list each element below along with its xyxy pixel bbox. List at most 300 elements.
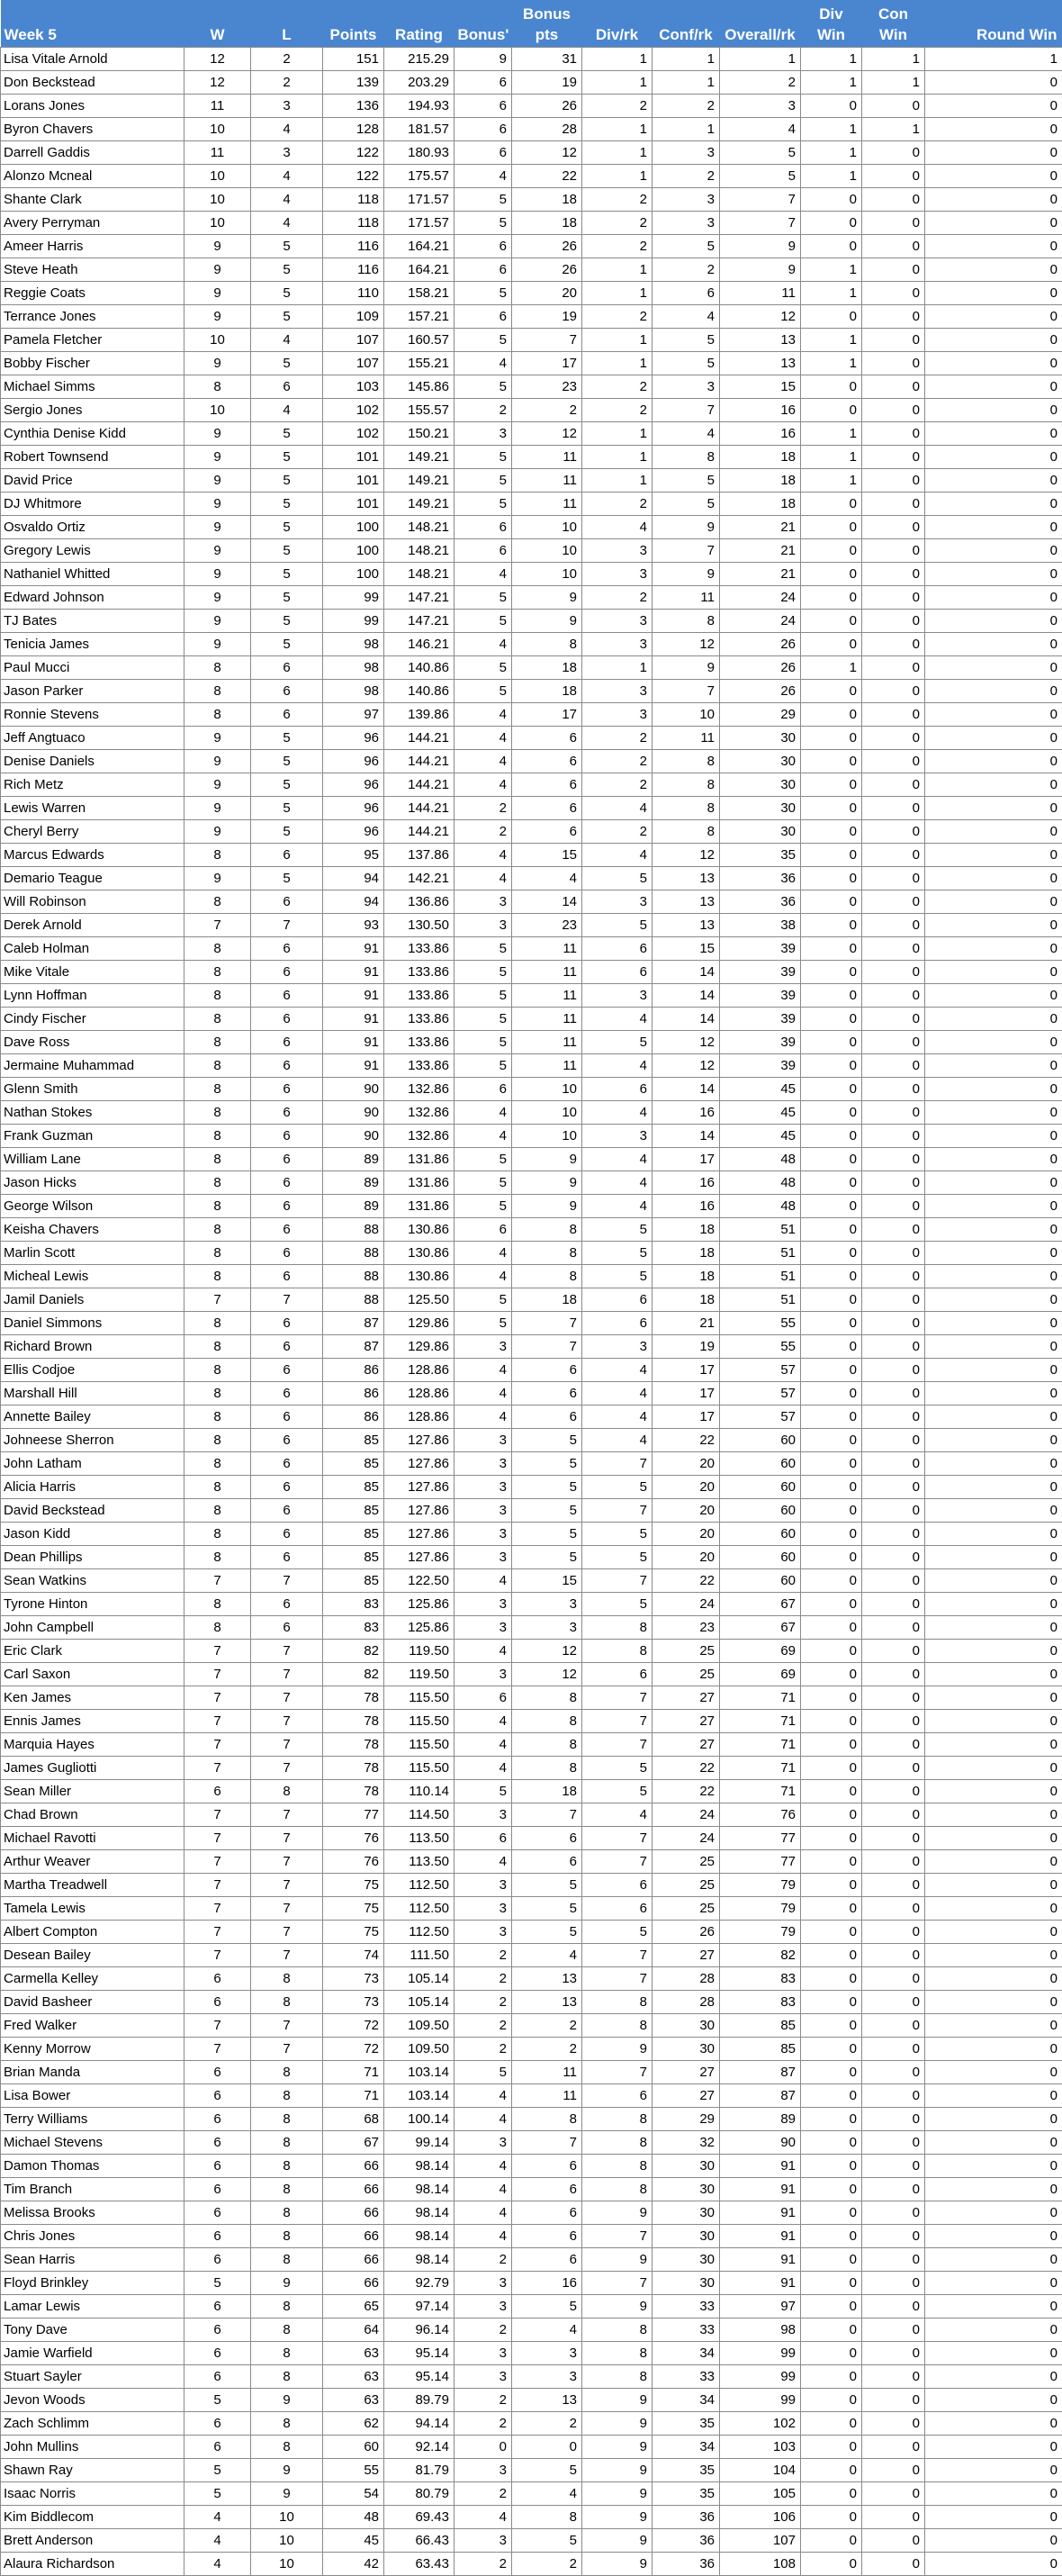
cell-overall-rank: 24 bbox=[720, 610, 801, 633]
cell-div-rank: 1 bbox=[582, 141, 652, 165]
cell-conf-rank: 16 bbox=[652, 1101, 720, 1125]
cell-losses: 6 bbox=[251, 1078, 323, 1101]
cell-div-win: 0 bbox=[801, 2342, 862, 2365]
cell-overall-rank: 82 bbox=[720, 1944, 801, 1967]
cell-bonus-pts: 5 bbox=[512, 2459, 582, 2482]
cell-rating: 133.86 bbox=[384, 937, 454, 961]
cell-rating: 127.86 bbox=[384, 1523, 454, 1546]
cell-rating: 132.86 bbox=[384, 1101, 454, 1125]
cell-player-name: Cheryl Berry bbox=[1, 820, 184, 844]
cell-round-win: 0 bbox=[925, 2131, 1062, 2155]
cell-player-name: Dean Phillips bbox=[1, 1546, 184, 1569]
cell-round-win: 0 bbox=[925, 71, 1062, 95]
table-row bbox=[1, 1452, 1062, 1476]
cell-div-rank: 5 bbox=[582, 1476, 652, 1499]
table-row bbox=[1, 1195, 1062, 1218]
table-row bbox=[1, 2108, 1062, 2131]
cell-div-rank: 2 bbox=[582, 375, 652, 399]
cell-player-name: Marquia Hayes bbox=[1, 1733, 184, 1757]
cell-player-name: Derek Arnold bbox=[1, 914, 184, 937]
cell-div-win: 0 bbox=[801, 235, 862, 258]
cell-round-win: 0 bbox=[925, 1827, 1062, 1850]
cell-conf-rank: 25 bbox=[652, 1640, 720, 1663]
header-week: Week 5 bbox=[1, 0, 184, 48]
cell-wins: 5 bbox=[184, 2272, 251, 2295]
cell-losses: 8 bbox=[251, 2225, 323, 2248]
cell-round-win: 0 bbox=[925, 961, 1062, 984]
cell-losses: 6 bbox=[251, 1546, 323, 1569]
cell-points: 68 bbox=[323, 2108, 384, 2131]
cell-rating: 97.14 bbox=[384, 2295, 454, 2318]
cell-round-win: 0 bbox=[925, 1171, 1062, 1195]
cell-div-win: 0 bbox=[801, 1008, 862, 1031]
cell-div-win: 0 bbox=[801, 703, 862, 727]
cell-bonus-pts: 4 bbox=[512, 2482, 582, 2506]
cell-wins: 8 bbox=[184, 984, 251, 1008]
cell-overall-rank: 29 bbox=[720, 703, 801, 727]
cell-wins: 9 bbox=[184, 446, 251, 469]
cell-points: 139 bbox=[323, 71, 384, 95]
cell-losses: 4 bbox=[251, 118, 323, 141]
cell-wins: 8 bbox=[184, 1171, 251, 1195]
cell-div-win: 0 bbox=[801, 2482, 862, 2506]
cell-player-name: Sean Watkins bbox=[1, 1569, 184, 1593]
cell-bonus-pts: 7 bbox=[512, 1335, 582, 1359]
cell-wins: 6 bbox=[184, 2248, 251, 2272]
cell-div-rank: 5 bbox=[582, 867, 652, 890]
cell-conf-rank: 30 bbox=[652, 2272, 720, 2295]
cell-round-win: 0 bbox=[925, 1991, 1062, 2014]
cell-bonus: 4 bbox=[454, 2084, 512, 2108]
cell-conf-rank: 9 bbox=[652, 563, 720, 586]
cell-overall-rank: 38 bbox=[720, 914, 801, 937]
cell-points: 66 bbox=[323, 2178, 384, 2201]
cell-conf-rank: 18 bbox=[652, 1288, 720, 1312]
cell-round-win: 0 bbox=[925, 305, 1062, 329]
cell-conf-rank: 23 bbox=[652, 1616, 720, 1640]
cell-points: 136 bbox=[323, 95, 384, 118]
cell-player-name: Jeff Angtuaco bbox=[1, 727, 184, 750]
cell-losses: 3 bbox=[251, 95, 323, 118]
cell-points: 91 bbox=[323, 1054, 384, 1078]
cell-points: 116 bbox=[323, 258, 384, 282]
cell-div-win: 0 bbox=[801, 2295, 862, 2318]
cell-losses: 5 bbox=[251, 586, 323, 610]
cell-rating: 109.50 bbox=[384, 2014, 454, 2038]
cell-wins: 12 bbox=[184, 71, 251, 95]
cell-wins: 7 bbox=[184, 1944, 251, 1967]
cell-bonus-pts: 18 bbox=[512, 188, 582, 212]
cell-player-name: Michael Stevens bbox=[1, 2131, 184, 2155]
cell-div-win: 0 bbox=[801, 1733, 862, 1757]
cell-div-win: 0 bbox=[801, 1803, 862, 1827]
cell-overall-rank: 60 bbox=[720, 1476, 801, 1499]
cell-losses: 6 bbox=[251, 937, 323, 961]
cell-bonus-pts: 18 bbox=[512, 680, 582, 703]
cell-rating: 203.29 bbox=[384, 71, 454, 95]
cell-losses: 6 bbox=[251, 1101, 323, 1125]
cell-wins: 9 bbox=[184, 586, 251, 610]
cell-player-name: Carmella Kelley bbox=[1, 1967, 184, 1991]
cell-overall-rank: 18 bbox=[720, 469, 801, 493]
cell-bonus: 3 bbox=[454, 890, 512, 914]
cell-con-win: 0 bbox=[862, 961, 925, 984]
table-row bbox=[1, 2131, 1062, 2155]
table-row bbox=[1, 1780, 1062, 1803]
cell-bonus: 5 bbox=[454, 329, 512, 352]
cell-bonus: 3 bbox=[454, 1616, 512, 1640]
cell-div-rank: 3 bbox=[582, 1125, 652, 1148]
cell-bonus: 6 bbox=[454, 258, 512, 282]
cell-losses: 4 bbox=[251, 399, 323, 422]
cell-div-win: 0 bbox=[801, 1991, 862, 2014]
cell-round-win: 0 bbox=[925, 422, 1062, 446]
cell-player-name: Isaac Norris bbox=[1, 2482, 184, 2506]
cell-div-win: 0 bbox=[801, 2038, 862, 2061]
cell-conf-rank: 22 bbox=[652, 1429, 720, 1452]
cell-points: 101 bbox=[323, 469, 384, 493]
cell-overall-rank: 102 bbox=[720, 2412, 801, 2436]
cell-losses: 6 bbox=[251, 1148, 323, 1171]
cell-player-name: Kenny Morrow bbox=[1, 2038, 184, 2061]
cell-rating: 147.21 bbox=[384, 586, 454, 610]
cell-conf-rank: 10 bbox=[652, 703, 720, 727]
cell-con-win: 0 bbox=[862, 1733, 925, 1757]
cell-overall-rank: 15 bbox=[720, 375, 801, 399]
table-row bbox=[1, 984, 1062, 1008]
cell-div-rank: 2 bbox=[582, 820, 652, 844]
cell-conf-rank: 5 bbox=[652, 352, 720, 375]
cell-player-name: Mike Vitale bbox=[1, 961, 184, 984]
cell-points: 122 bbox=[323, 165, 384, 188]
cell-bonus: 4 bbox=[454, 1640, 512, 1663]
cell-player-name: Michael Simms bbox=[1, 375, 184, 399]
cell-player-name: Eric Clark bbox=[1, 1640, 184, 1663]
cell-con-win: 0 bbox=[862, 2482, 925, 2506]
cell-losses: 7 bbox=[251, 2014, 323, 2038]
cell-losses: 5 bbox=[251, 469, 323, 493]
table-row bbox=[1, 1031, 1062, 1054]
cell-div-win: 0 bbox=[801, 1288, 862, 1312]
cell-div-rank: 9 bbox=[582, 2436, 652, 2459]
cell-bonus: 4 bbox=[454, 2506, 512, 2529]
cell-div-win: 0 bbox=[801, 2389, 862, 2412]
cell-conf-rank: 12 bbox=[652, 1031, 720, 1054]
cell-div-win: 0 bbox=[801, 2108, 862, 2131]
cell-bonus-pts: 6 bbox=[512, 2201, 582, 2225]
cell-round-win: 0 bbox=[925, 750, 1062, 773]
cell-points: 100 bbox=[323, 563, 384, 586]
cell-losses: 6 bbox=[251, 680, 323, 703]
cell-overall-rank: 5 bbox=[720, 165, 801, 188]
cell-bonus-pts: 8 bbox=[512, 1710, 582, 1733]
table-row bbox=[1, 1874, 1062, 1897]
cell-player-name: Desean Bailey bbox=[1, 1944, 184, 1967]
cell-player-name: John Mullins bbox=[1, 2436, 184, 2459]
cell-wins: 8 bbox=[184, 1359, 251, 1382]
cell-bonus-pts: 8 bbox=[512, 1757, 582, 1780]
table-row bbox=[1, 539, 1062, 563]
table-row bbox=[1, 727, 1062, 750]
cell-div-win: 1 bbox=[801, 71, 862, 95]
header-conf-rk: Conf/rk bbox=[652, 0, 720, 48]
cell-round-win: 0 bbox=[925, 1593, 1062, 1616]
cell-overall-rank: 5 bbox=[720, 141, 801, 165]
cell-conf-rank: 1 bbox=[652, 118, 720, 141]
cell-bonus: 2 bbox=[454, 2553, 512, 2576]
cell-player-name: Darrell Gaddis bbox=[1, 141, 184, 165]
cell-conf-rank: 27 bbox=[652, 2084, 720, 2108]
cell-points: 86 bbox=[323, 1359, 384, 1382]
table-row bbox=[1, 1406, 1062, 1429]
cell-con-win: 0 bbox=[862, 446, 925, 469]
cell-losses: 8 bbox=[251, 2342, 323, 2365]
cell-bonus: 2 bbox=[454, 2248, 512, 2272]
cell-con-win: 0 bbox=[862, 1171, 925, 1195]
cell-div-win: 0 bbox=[801, 1125, 862, 1148]
table-row bbox=[1, 469, 1062, 493]
cell-con-win: 0 bbox=[862, 1382, 925, 1406]
cell-points: 89 bbox=[323, 1171, 384, 1195]
cell-div-rank: 4 bbox=[582, 844, 652, 867]
table-row bbox=[1, 1125, 1062, 1148]
cell-bonus-pts: 31 bbox=[512, 48, 582, 71]
cell-conf-rank: 13 bbox=[652, 867, 720, 890]
cell-bonus-pts: 7 bbox=[512, 2131, 582, 2155]
cell-player-name: William Lane bbox=[1, 1148, 184, 1171]
cell-player-name: Shante Clark bbox=[1, 188, 184, 212]
cell-points: 88 bbox=[323, 1218, 384, 1242]
cell-conf-rank: 35 bbox=[652, 2412, 720, 2436]
cell-conf-rank: 6 bbox=[652, 282, 720, 305]
cell-overall-rank: 39 bbox=[720, 937, 801, 961]
cell-wins: 8 bbox=[184, 1242, 251, 1265]
cell-div-win: 0 bbox=[801, 1593, 862, 1616]
cell-wins: 8 bbox=[184, 1476, 251, 1499]
cell-overall-rank: 55 bbox=[720, 1312, 801, 1335]
cell-points: 107 bbox=[323, 329, 384, 352]
cell-losses: 6 bbox=[251, 1125, 323, 1148]
cell-div-win: 0 bbox=[801, 2014, 862, 2038]
cell-div-rank: 6 bbox=[582, 1288, 652, 1312]
cell-div-rank: 8 bbox=[582, 2131, 652, 2155]
cell-div-rank: 4 bbox=[582, 1054, 652, 1078]
cell-rating: 94.14 bbox=[384, 2412, 454, 2436]
cell-points: 91 bbox=[323, 961, 384, 984]
cell-wins: 7 bbox=[184, 1663, 251, 1686]
cell-bonus-pts: 6 bbox=[512, 820, 582, 844]
cell-round-win: 0 bbox=[925, 656, 1062, 680]
cell-div-rank: 2 bbox=[582, 188, 652, 212]
cell-bonus-pts: 6 bbox=[512, 773, 582, 797]
cell-points: 45 bbox=[323, 2529, 384, 2553]
table-row bbox=[1, 352, 1062, 375]
cell-wins: 4 bbox=[184, 2529, 251, 2553]
cell-overall-rank: 107 bbox=[720, 2529, 801, 2553]
cell-bonus-pts: 5 bbox=[512, 1546, 582, 1569]
cell-round-win: 0 bbox=[925, 2506, 1062, 2529]
cell-points: 107 bbox=[323, 352, 384, 375]
cell-conf-rank: 11 bbox=[652, 727, 720, 750]
cell-overall-rank: 24 bbox=[720, 586, 801, 610]
cell-wins: 9 bbox=[184, 797, 251, 820]
cell-bonus: 6 bbox=[454, 1078, 512, 1101]
cell-round-win: 0 bbox=[925, 1850, 1062, 1874]
cell-points: 91 bbox=[323, 937, 384, 961]
cell-round-win: 0 bbox=[925, 2482, 1062, 2506]
cell-losses: 7 bbox=[251, 1803, 323, 1827]
cell-rating: 112.50 bbox=[384, 1874, 454, 1897]
table-row bbox=[1, 282, 1062, 305]
cell-div-rank: 6 bbox=[582, 1078, 652, 1101]
cell-bonus: 5 bbox=[454, 656, 512, 680]
cell-overall-rank: 39 bbox=[720, 1031, 801, 1054]
table-row bbox=[1, 867, 1062, 890]
cell-div-rank: 1 bbox=[582, 446, 652, 469]
table-row bbox=[1, 2412, 1062, 2436]
cell-player-name: Chad Brown bbox=[1, 1803, 184, 1827]
cell-conf-rank: 24 bbox=[652, 1593, 720, 1616]
cell-round-win: 0 bbox=[925, 1406, 1062, 1429]
cell-overall-rank: 91 bbox=[720, 2201, 801, 2225]
cell-losses: 6 bbox=[251, 1616, 323, 1640]
cell-player-name: Jason Hicks bbox=[1, 1171, 184, 1195]
table-row bbox=[1, 2436, 1062, 2459]
cell-rating: 132.86 bbox=[384, 1078, 454, 1101]
cell-rating: 127.86 bbox=[384, 1499, 454, 1523]
cell-wins: 8 bbox=[184, 1054, 251, 1078]
cell-losses: 8 bbox=[251, 2155, 323, 2178]
cell-overall-rank: 60 bbox=[720, 1546, 801, 1569]
cell-rating: 128.86 bbox=[384, 1359, 454, 1382]
cell-bonus: 5 bbox=[454, 1312, 512, 1335]
cell-wins: 6 bbox=[184, 2225, 251, 2248]
cell-div-win: 0 bbox=[801, 820, 862, 844]
table-row bbox=[1, 1078, 1062, 1101]
cell-bonus: 4 bbox=[454, 867, 512, 890]
cell-losses: 5 bbox=[251, 563, 323, 586]
cell-losses: 8 bbox=[251, 2412, 323, 2436]
cell-losses: 6 bbox=[251, 1054, 323, 1078]
cell-round-win: 0 bbox=[925, 1101, 1062, 1125]
cell-div-win: 0 bbox=[801, 1546, 862, 1569]
cell-wins: 8 bbox=[184, 680, 251, 703]
cell-round-win: 0 bbox=[925, 1476, 1062, 1499]
cell-losses: 6 bbox=[251, 1335, 323, 1359]
table-row bbox=[1, 1967, 1062, 1991]
cell-bonus: 0 bbox=[454, 2436, 512, 2459]
cell-div-rank: 2 bbox=[582, 399, 652, 422]
cell-points: 102 bbox=[323, 422, 384, 446]
cell-points: 75 bbox=[323, 1921, 384, 1944]
cell-points: 96 bbox=[323, 750, 384, 773]
cell-rating: 144.21 bbox=[384, 797, 454, 820]
cell-wins: 8 bbox=[184, 937, 251, 961]
cell-round-win: 0 bbox=[925, 1921, 1062, 1944]
cell-points: 54 bbox=[323, 2482, 384, 2506]
cell-wins: 10 bbox=[184, 329, 251, 352]
cell-conf-rank: 8 bbox=[652, 610, 720, 633]
cell-overall-rank: 60 bbox=[720, 1452, 801, 1476]
cell-losses: 5 bbox=[251, 446, 323, 469]
cell-bonus-pts: 6 bbox=[512, 2155, 582, 2178]
cell-con-win: 0 bbox=[862, 2084, 925, 2108]
cell-rating: 125.50 bbox=[384, 1288, 454, 1312]
table-row bbox=[1, 2365, 1062, 2389]
table-row bbox=[1, 1757, 1062, 1780]
cell-points: 122 bbox=[323, 141, 384, 165]
cell-losses: 7 bbox=[251, 1288, 323, 1312]
cell-points: 91 bbox=[323, 1031, 384, 1054]
cell-div-rank: 5 bbox=[582, 1031, 652, 1054]
cell-points: 90 bbox=[323, 1078, 384, 1101]
table-row bbox=[1, 71, 1062, 95]
cell-conf-rank: 18 bbox=[652, 1265, 720, 1288]
cell-losses: 5 bbox=[251, 539, 323, 563]
table-row bbox=[1, 1171, 1062, 1195]
cell-bonus-pts: 8 bbox=[512, 1242, 582, 1265]
cell-div-rank: 1 bbox=[582, 422, 652, 446]
cell-overall-rank: 76 bbox=[720, 1803, 801, 1827]
cell-rating: 140.86 bbox=[384, 680, 454, 703]
cell-losses: 5 bbox=[251, 773, 323, 797]
cell-round-win: 0 bbox=[925, 2038, 1062, 2061]
cell-div-win: 0 bbox=[801, 1569, 862, 1593]
cell-div-rank: 1 bbox=[582, 656, 652, 680]
cell-overall-rank: 35 bbox=[720, 844, 801, 867]
cell-player-name: Glenn Smith bbox=[1, 1078, 184, 1101]
cell-conf-rank: 25 bbox=[652, 1874, 720, 1897]
cell-conf-rank: 25 bbox=[652, 1663, 720, 1686]
cell-div-rank: 8 bbox=[582, 2365, 652, 2389]
cell-con-win: 0 bbox=[862, 2412, 925, 2436]
cell-overall-rank: 51 bbox=[720, 1265, 801, 1288]
cell-div-rank: 5 bbox=[582, 1523, 652, 1546]
cell-div-win: 0 bbox=[801, 1031, 862, 1054]
cell-bonus: 6 bbox=[454, 235, 512, 258]
cell-div-win: 0 bbox=[801, 2365, 862, 2389]
cell-overall-rank: 30 bbox=[720, 727, 801, 750]
cell-div-win: 1 bbox=[801, 165, 862, 188]
cell-conf-rank: 35 bbox=[652, 2482, 720, 2506]
cell-round-win: 0 bbox=[925, 1874, 1062, 1897]
cell-losses: 8 bbox=[251, 2318, 323, 2342]
cell-bonus-pts: 11 bbox=[512, 984, 582, 1008]
cell-overall-rank: 91 bbox=[720, 2248, 801, 2272]
cell-wins: 8 bbox=[184, 1335, 251, 1359]
cell-bonus: 6 bbox=[454, 305, 512, 329]
cell-bonus-pts: 10 bbox=[512, 1078, 582, 1101]
cell-bonus-pts: 5 bbox=[512, 1874, 582, 1897]
cell-div-win: 0 bbox=[801, 680, 862, 703]
cell-div-rank: 1 bbox=[582, 352, 652, 375]
cell-losses: 10 bbox=[251, 2529, 323, 2553]
cell-overall-rank: 45 bbox=[720, 1125, 801, 1148]
cell-conf-rank: 14 bbox=[652, 984, 720, 1008]
cell-rating: 115.50 bbox=[384, 1686, 454, 1710]
cell-wins: 8 bbox=[184, 1125, 251, 1148]
table-row bbox=[1, 1921, 1062, 1944]
cell-div-rank: 4 bbox=[582, 797, 652, 820]
cell-div-rank: 7 bbox=[582, 2272, 652, 2295]
cell-conf-rank: 14 bbox=[652, 1008, 720, 1031]
table-row bbox=[1, 165, 1062, 188]
cell-round-win: 0 bbox=[925, 1546, 1062, 1569]
cell-bonus-pts: 7 bbox=[512, 1312, 582, 1335]
table-row bbox=[1, 422, 1062, 446]
cell-div-win: 0 bbox=[801, 95, 862, 118]
cell-points: 83 bbox=[323, 1616, 384, 1640]
